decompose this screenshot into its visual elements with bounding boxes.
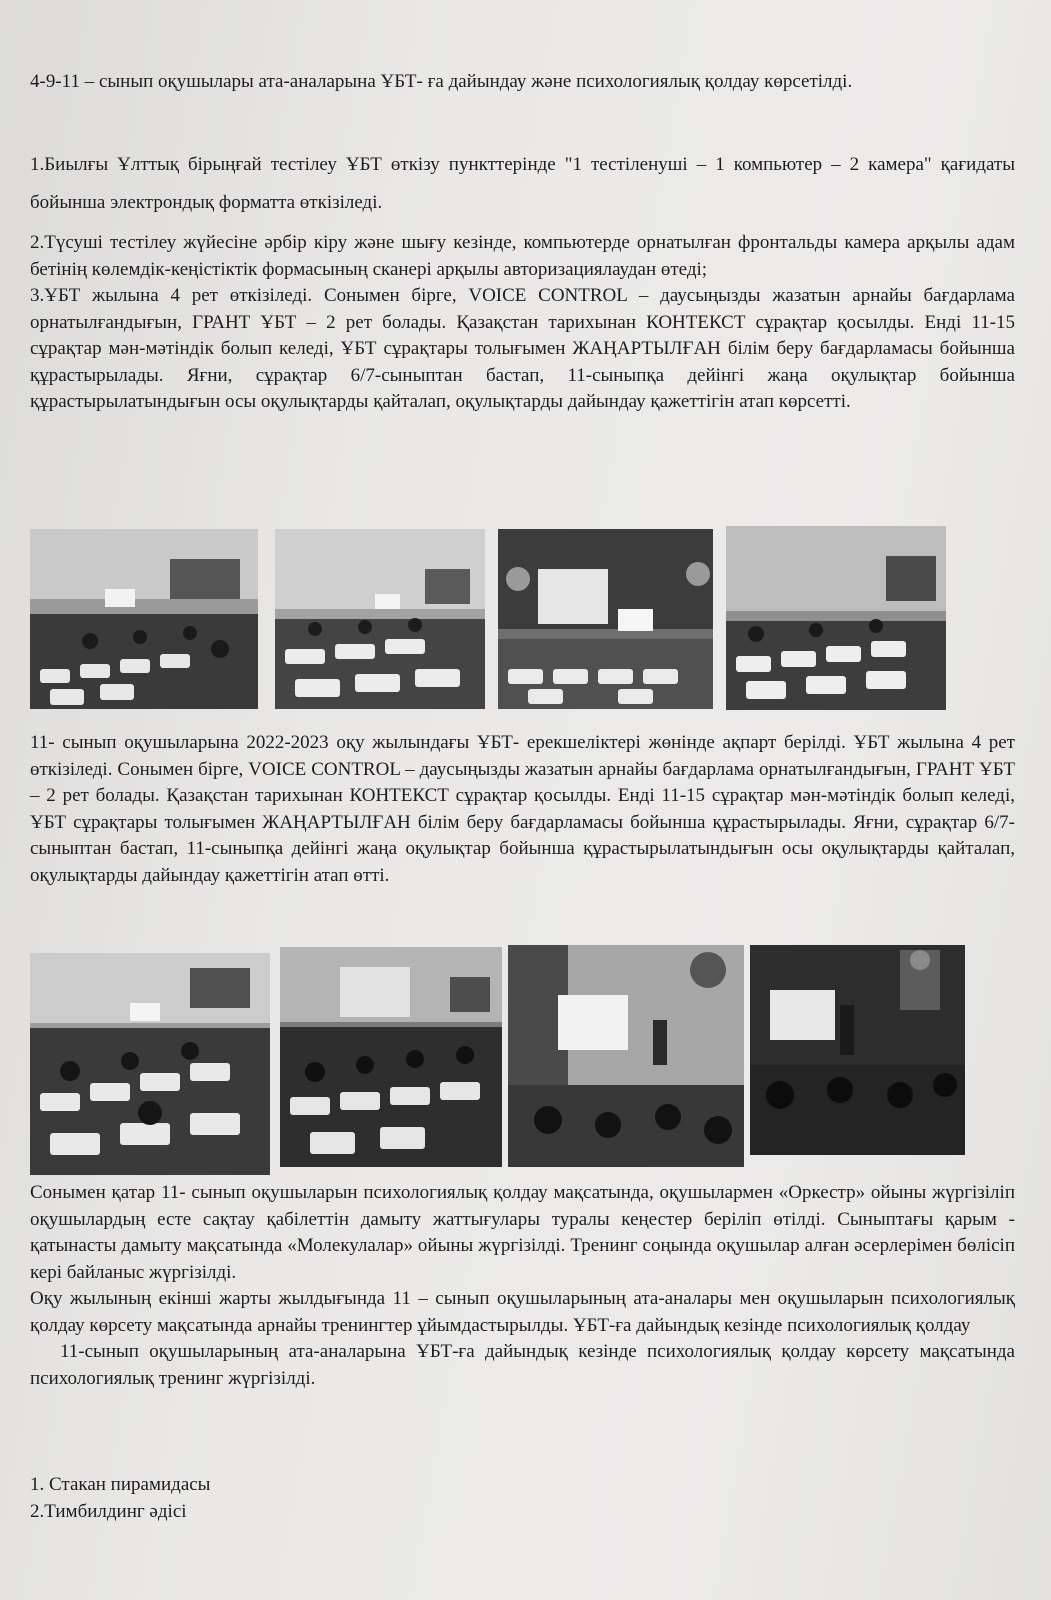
paragraph-second-half-text: Оқу жылының екінші жарты жылдығында 11 – сынып оқушыларының ата-аналары мен оқушыларын психологиялық қолдау көрсету мақсатында арнайы тренингтер ұйымдастырылды. ҰБТ-ға дайындық кезінде психологиялық қолдау — [30, 1288, 1015, 1336]
photo-row-1 — [30, 526, 1015, 712]
paragraph-training-text: 11-сынып оқушыларының ата-аналарына ҰБТ-ға дайындық кезінде психологиялық қолдау көрсету мақсатында психологиялық тренинг жүргізілді. — [30, 1341, 1015, 1389]
event-photo-3 — [498, 529, 713, 709]
paragraph-middle-text: 11- сынып оқушыларына 2022-2023 оқу жылындағы ҰБТ- ерекшеліктері жөнінде ақпарт берілді. ҰБТ жылына 4 рет өткізіледі. Сонымен бірге, VOICE CONTROL – даусыңызды жазатын арнайы бағдарлама орнатылғандығын, ГРАНТ ҰБТ – 2 рет болады. Қазақстан тарихынан КОНТЕКСТ сұрақтар қосылды. Енді 11-15 сұрақтар мән-мәтіндік болып келеді, ҰБТ сұрақтары толығымен ЖАҢАРТЫЛҒАН білім беру бағдарламасы бойынша құрастырылады. Яғни, сұрақтар 6/7-сыныптан бастап, 11-сыныпқа дейінгі жаңа оқулықтар бойынша құрастырылатындығын осы оқулықтарды қайталап, оқулықтарды дайындау қажеттігін атап өтті. — [30, 732, 1015, 886]
event-photo-6 — [280, 947, 502, 1167]
list-item: 1. Стакан пирамидасы — [30, 1474, 211, 1495]
intro-paragraph — [30, 62, 1015, 102]
event-photo-4 — [726, 526, 946, 710]
paragraph-2-3 — [30, 230, 1015, 416]
paragraph-1-text: 1.Биылғы Ұлттық бірыңғай тестілеу ҰБТ өткізу пункттерінде "1 тестіленуші – 1 компьютер – 2 камера" қағидаты бойынша электрондық форматта өткізіледі. — [30, 154, 1015, 213]
event-photo-8 — [750, 945, 965, 1155]
event-photo-5 — [30, 953, 270, 1175]
event-photo-7 — [508, 945, 744, 1167]
paragraphs-bottom — [30, 1180, 1015, 1392]
photo-row-2 — [30, 945, 1015, 1177]
paragraph-middle — [30, 730, 1015, 889]
method-list — [30, 1472, 1015, 1525]
paragraph-1 — [30, 146, 1015, 222]
intro-text: 4-9-11 – сынып оқушылары ата-аналарына ҰБТ- ға дайындау және психологиялық қолдау көрсетілді. — [30, 71, 853, 92]
paragraph-3-text: 3.ҰБТ жылына 4 рет өткізіледі. Сонымен бірге, VOICE CONTROL – даусыңызды жазатын арнайы бағдарлама орнатылғандығын, ГРАНТ ҰБТ – 2 рет болады. Қазақстан тарихынан КОНТЕКСТ сұрақтар қосылды. Енді 11-15 сұрақтар мән-мәтіндік болып келеді, ҰБТ сұрақтары толығымен ЖАҢАРТЫЛҒАН білім беру бағдарламасы бойынша құрастырылады. Яғни, сұрақтар 6/7-сыныптан бастап, 11-сыныпқа дейінгі жаңа оқулықтар бойынша құрастырылатындығын осы оқулықтарды қайталап, оқулықтарды дайындау қажеттігін атап көрсетті. — [30, 285, 1015, 412]
paragraph-2-text: 2.Түсуші тестілеу жүйесіне әрбір кіру және шығу кезінде, компьютерде орнатылған фронтальды камера арқылы адам бетінің көлемдік-кеңістіктік формасының сканері арқылы авторизациялаудан өтеді; — [30, 232, 1015, 280]
paragraph-orchestra-text: Сонымен қатар 11- сынып оқушыларын психологиялық қолдау мақсатында, оқушылармен «Оркестр» ойыны жүргізіліп оқушылардың есте сақтау қабілеттін дамыту жаттығулары туралы кеңестер беріліп өтілді. Сыныптағы қарым - қатынасты дамыту мақсатында «Молекулалар» ойыны жүргізілді. Тренинг соңында оқушылар алған әсерлерімен бөлісіп кері байланыс жүргізілді. — [30, 1182, 1015, 1283]
event-photo-1 — [30, 529, 258, 709]
list-item: 2.Тимбилдинг әдісі — [30, 1500, 187, 1522]
event-photo-2 — [275, 529, 485, 709]
